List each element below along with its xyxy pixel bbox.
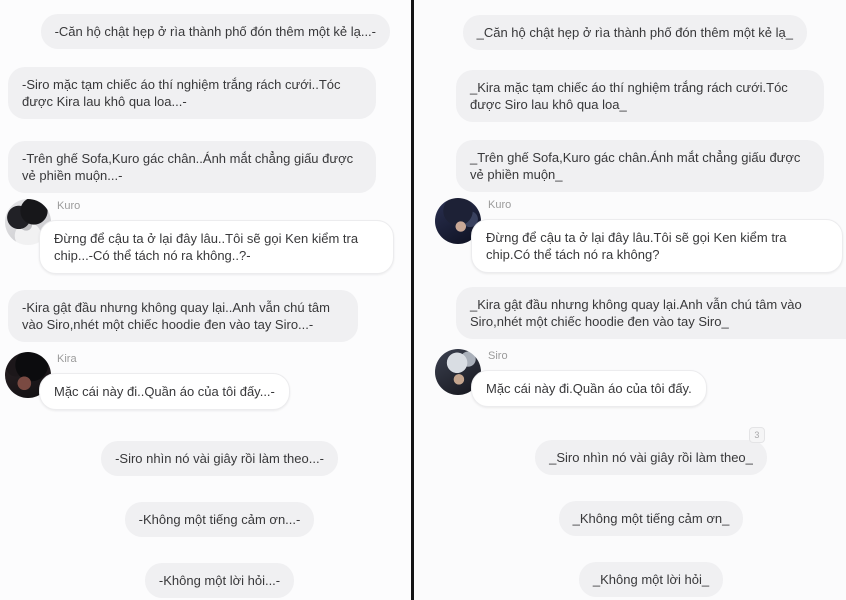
character-message-row — [456, 198, 846, 273]
message-row — [456, 501, 846, 536]
narration-bubble[interactable]: -Không một tiếng cảm ơn...- — [125, 502, 315, 537]
character-message-bubble[interactable]: Đừng để cậu ta ở lại đây lâu.Tôi sẽ gọi Ken kiểm tra chip.Có thể tách nó ra không? — [471, 219, 843, 273]
message-row — [456, 140, 846, 192]
character-message-row — [8, 352, 403, 410]
character-name: Kuro — [57, 200, 81, 212]
character-message-bubble[interactable]: Mặc cái này đi..Quần áo của tôi đấy...- — [39, 373, 290, 410]
message-row — [8, 502, 403, 537]
narration-bubble[interactable]: _Không một lời hỏi_ — [579, 562, 723, 597]
character-name: Siro — [488, 350, 508, 362]
narration-bubble[interactable]: _Không một tiếng cảm ơn_ — [559, 501, 744, 536]
narration-bubble[interactable]: _Kira gật đầu nhưng không quay lại.Anh vẫn chú tâm vào Siro,nhét một chiếc hoodie đen vào tay Siro_ — [456, 287, 846, 339]
message-with-badge — [535, 430, 767, 475]
character-message-row — [8, 199, 403, 274]
chat-panel-left — [0, 0, 411, 600]
character-message-bubble[interactable]: Mặc cái này đi.Quần áo của tôi đấy. — [471, 370, 707, 407]
character-name: Kuro — [488, 199, 512, 211]
character-message-row — [456, 349, 846, 407]
narration-bubble[interactable]: -Căn hộ chật hẹp ở rìa thành phố đón thêm một kẻ lạ...- — [41, 14, 390, 49]
narration-bubble[interactable]: -Siro nhìn nó vài giây rồi làm theo...- — [101, 441, 338, 476]
message-row — [8, 563, 403, 598]
reaction-badge[interactable]: 3 — [749, 427, 765, 443]
narration-bubble[interactable]: _Căn hộ chật hẹp ở rìa thành phố đón thêm một kẻ lạ_ — [463, 15, 807, 50]
narration-bubble[interactable]: -Kira gật đầu nhưng không quay lại..Anh vẫn chú tâm vào Siro,nhét một chiếc hoodie đen vào tay Siro...- — [8, 290, 358, 342]
narration-bubble[interactable]: -Không một lời hỏi...- — [145, 563, 294, 598]
message-row — [8, 441, 403, 476]
narration-bubble[interactable]: _Trên ghế Sofa,Kuro gác chân.Ánh mắt chẳng giấu được vẻ phiền muộn_ — [456, 140, 824, 192]
message-row — [8, 14, 403, 49]
narration-bubble[interactable]: -Trên ghế Sofa,Kuro gác chân..Ánh mắt chẳng giấu được vẻ phiền muộn...- — [8, 141, 376, 193]
message-row — [8, 290, 403, 342]
character-name: Kira — [57, 353, 77, 365]
chat-panel-right — [414, 0, 846, 600]
message-row — [8, 67, 403, 119]
message-row — [8, 141, 403, 193]
message-row — [456, 287, 846, 339]
character-message-bubble[interactable]: Đừng để cậu ta ở lại đây lâu..Tôi sẽ gọi Ken kiểm tra chip...-Có thể tách nó ra không..?- — [39, 220, 394, 274]
message-row — [456, 562, 846, 597]
narration-bubble[interactable]: _Siro nhìn nó vài giây rồi làm theo_ — [535, 440, 767, 475]
message-row — [456, 430, 846, 475]
message-row — [456, 70, 846, 122]
narration-bubble[interactable]: -Siro mặc tạm chiếc áo thí nghiệm trắng rách cưới..Tóc được Kira lau khô qua loa...- — [8, 67, 376, 119]
narration-bubble[interactable]: _Kira mặc tạm chiếc áo thí nghiệm trắng rách cưới.Tóc được Siro lau khô qua loa_ — [456, 70, 824, 122]
message-row — [456, 15, 846, 50]
